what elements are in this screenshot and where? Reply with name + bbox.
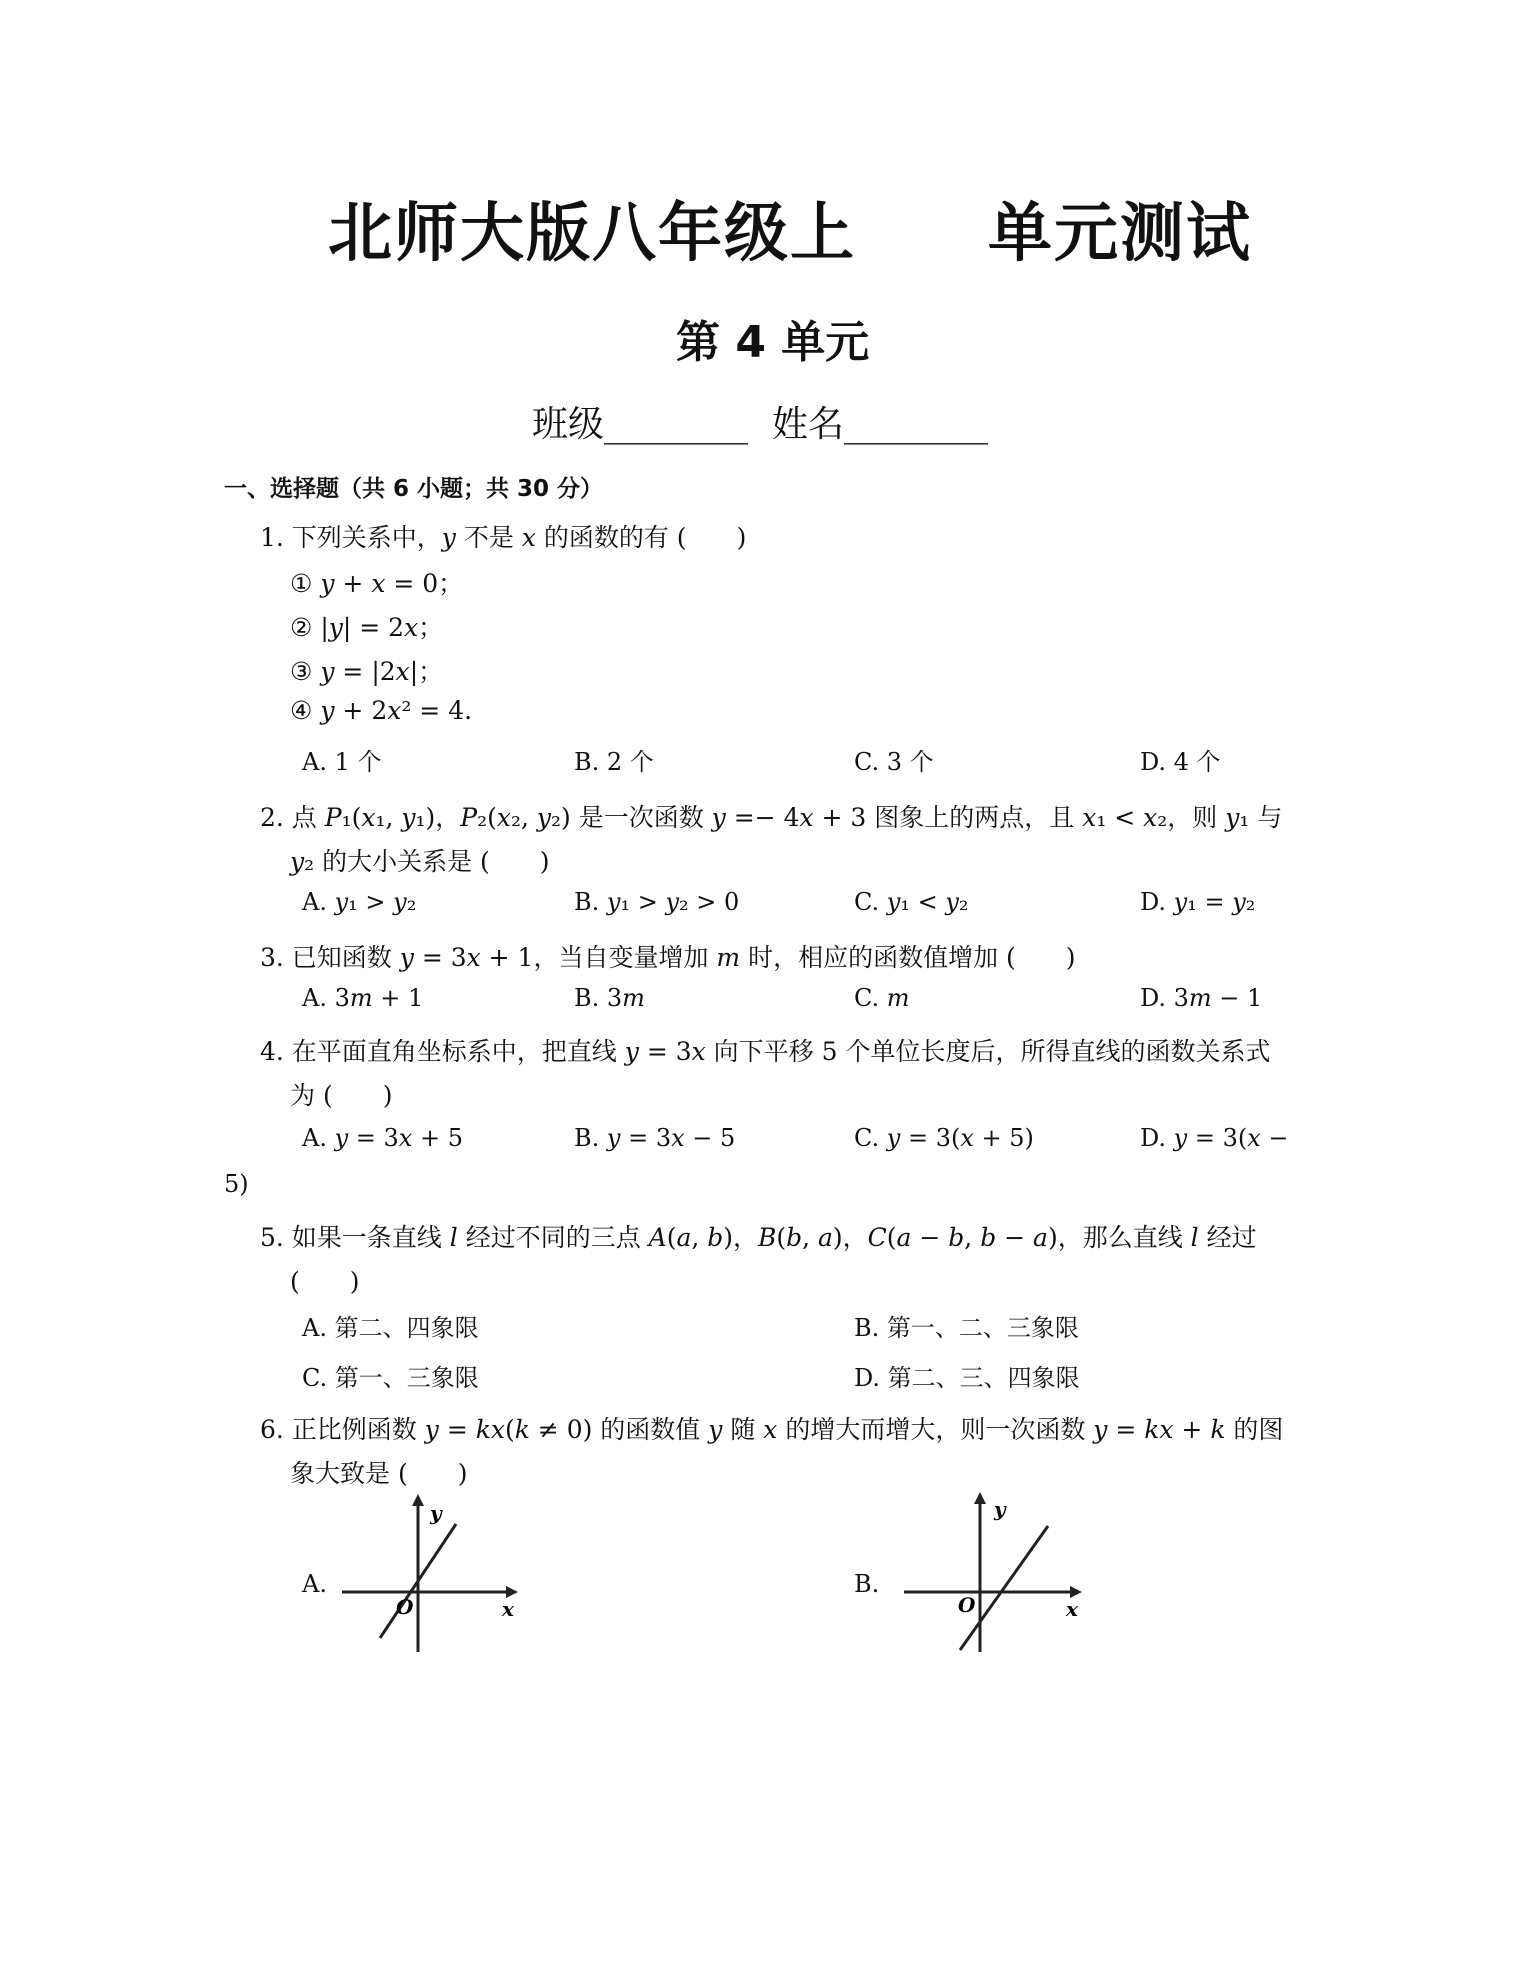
page-title: 北师大版八年级上 单元测试 (328, 197, 1252, 271)
option-d-wrap: 5) (224, 1170, 249, 1198)
question-stem: 5. 如果一条直线 𝑙 经过不同的三点 𝐴(𝑎, 𝑏)，𝐵(𝑏, 𝑎)，𝐶(𝑎 − 𝑏, 𝑏 − 𝑎)，那么直线 𝑙 经过 (260, 1223, 1257, 1252)
question-stem-continued: 为 ( ) (290, 1081, 393, 1110)
list-item: ① 𝑦 + 𝑥 = 0； (290, 569, 464, 598)
graph-option-b (898, 1492, 1088, 1662)
option-a: A. 𝑦₁ > 𝑦₂ (302, 888, 417, 916)
option-b: B. 第一、二、三象限 (854, 1314, 1079, 1342)
list-item: ④ 𝑦 + 2𝑥² = 4. (290, 696, 473, 725)
question-stem-continued: 𝑦₂ 的大小关系是 ( ) (290, 847, 550, 876)
option-a: A. 第二、四象限 (302, 1314, 479, 1342)
option-a: A. 3𝑚 + 1 (302, 984, 424, 1012)
origin-label: O (958, 1593, 976, 1617)
option-b: B. (854, 1570, 880, 1598)
name-field: 姓名________ (772, 404, 989, 445)
option-b: B. 𝑦₁ > 𝑦₂ > 0 (574, 888, 740, 916)
option-d: D. 3𝑚 − 1 (1140, 984, 1263, 1012)
list-item: ③ 𝑦 = |2𝑥|； (290, 657, 444, 686)
option-c: C. 3 个 (854, 748, 934, 776)
option-a: A. 𝑦 = 3𝑥 + 5 (302, 1124, 463, 1152)
option-d: D. 4 个 (1140, 748, 1221, 776)
y-axis-label: y (430, 1501, 442, 1525)
question-stem: 6. 正比例函数 𝑦 = 𝑘𝑥(𝑘 ≠ 0) 的函数值 𝑦 随 𝑥 的增大而增大，则一次函数 𝑦 = 𝑘𝑥 + 𝑘 的图 (260, 1415, 1284, 1444)
question-stem: 4. 在平面直角坐标系中，把直线 𝑦 = 3𝑥 向下平移 5 个单位长度后，所得直线的函数关系式 (260, 1037, 1271, 1066)
option-d: D. 𝑦₁ = 𝑦₂ (1140, 888, 1256, 916)
question-stem: 3. 已知函数 𝑦 = 3𝑥 + 1，当自变量增加 𝑚 时，相应的函数值增加 ( ) (260, 943, 1076, 972)
option-b: B. 2 个 (574, 748, 654, 776)
option-c: C. 𝑦₁ < 𝑦₂ (854, 888, 969, 916)
section-heading: 一、选择题（共 6 小题；共 30 分） (224, 476, 604, 502)
list-item: ② |𝑦| = 2𝑥； (290, 613, 444, 642)
question-stem: 1. 下列关系中，𝑦 不是 𝑥 的函数的有 ( ) (260, 523, 747, 552)
option-b: B. 𝑦 = 3𝑥 − 5 (574, 1124, 736, 1152)
x-axis-label: x (1066, 1597, 1078, 1621)
question-stem: 2. 点 𝑃₁(𝑥₁, 𝑦₁)，𝑃₂(𝑥₂, 𝑦₂) 是一次函数 𝑦 =− 4𝑥 + 3 图象上的两点，且 𝑥₁ < 𝑥₂，则 𝑦₁ 与 (260, 803, 1283, 832)
option-a: A. 1 个 (302, 748, 382, 776)
question-stem-continued: ( ) (290, 1267, 360, 1296)
option-d: D. 𝑦 = 3(𝑥 − (1140, 1124, 1289, 1152)
option-b: B. 3𝑚 (574, 984, 645, 1012)
class-field: 班级________ (532, 404, 749, 445)
graph-option-a (336, 1492, 526, 1662)
option-c: C. 第一、三象限 (302, 1364, 479, 1392)
option-a: A. (302, 1570, 327, 1598)
x-axis-label: x (502, 1597, 514, 1621)
option-c: C. 𝑚 (854, 984, 910, 1012)
option-c: C. 𝑦 = 3(𝑥 + 5) (854, 1124, 1034, 1152)
option-d: D. 第二、三、四象限 (854, 1364, 1080, 1392)
y-axis-label: y (994, 1497, 1006, 1521)
origin-label: O (396, 1595, 414, 1619)
question-stem-continued: 象大致是 ( ) (290, 1459, 468, 1488)
unit-subtitle: 第 4 单元 (676, 317, 870, 368)
